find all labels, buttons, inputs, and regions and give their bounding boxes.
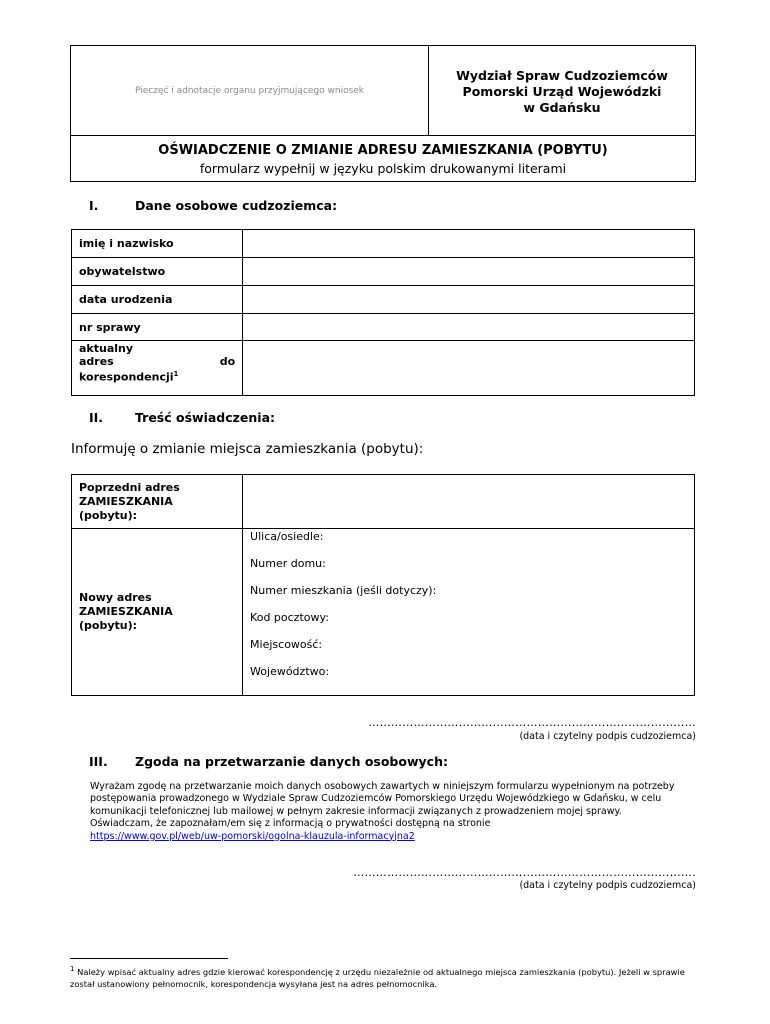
address-label-word-adres: adres [79,355,114,368]
address-table [71,474,695,696]
stamp-cell [71,46,429,136]
new-address-fields [243,529,695,696]
signature-caption: (data i czytelny podpis cudzoziemca) [519,731,696,742]
table-row [72,286,695,314]
change-statement: Informuję o zmianie miejsca zamieszkania (pobytu): [71,441,424,457]
street-field[interactable]: Ulica/osiedle: [250,530,324,543]
previous-address-label [72,475,243,529]
house-number-field[interactable]: Numer domu: [250,557,326,570]
consent-signature-caption: (data i czytelny podpis cudzoziemca) [519,880,696,891]
office-cell [429,46,695,136]
table-row [72,475,695,529]
previous-address-label-line-3: (pobytu): [79,508,138,522]
table-row [72,529,695,696]
table-row [72,314,695,341]
row-label-name: imię i nazwisko [72,230,243,258]
correspondence-address-field[interactable] [243,341,695,396]
office-line-3: w Gdańsku [523,100,601,115]
footnote-reference[interactable]: 1 [173,370,179,378]
footnote-divider [70,958,228,959]
privacy-policy-link[interactable]: https://www.gov.pl/web/uw-pomorski/ogolna-klauzula-informacyjna2 [90,830,415,842]
consent-text: Wyrażam zgodę na przetwarzanie moich danych osobowych zawartych w niniejszym formularzu wypełnionym na potrzeby postępowania prowadzonego w Wydziale Spraw Cudzoziemców Pomorskiego Urzędu Wojewódzkiego w Gdańsku, w celu komunikacji telefonicznej lub mailowej w pełnym zakresie informacji związanych z prowadzeniem mojej sprawy. Oświadczam, że zapoznałam/em się z informacją o prywatności dostępną na stronie [90,781,675,830]
postal-code-field[interactable]: Kod pocztowy: [250,611,329,624]
header-box [70,45,696,182]
section-2-heading [89,410,275,425]
previous-address-label-line-1: Poprzedni adres [79,480,180,494]
table-row [72,258,695,286]
personal-data-table [71,229,695,396]
footnote [70,963,696,990]
address-label-word-do: do [219,355,236,368]
section-3-number: III. [89,754,108,769]
city-field[interactable]: Miejscowość: [250,638,323,651]
new-address-label [72,529,243,696]
row-label-correspondence-address [72,341,243,396]
address-label-word-korespondencji: korespondencji [79,370,174,384]
row-label-birth-date: data urodzenia [72,286,243,314]
section-1-title: Dane osobowe cudzoziemca: [135,198,338,213]
section-3-title: Zgoda na przetwarzanie danych osobowych: [135,754,448,769]
address-label-line-3 [79,368,235,384]
citizenship-field[interactable] [243,258,695,286]
previous-address-label-line-2: ZAMIESZKANIA [79,494,173,508]
section-2-title: Treść oświadczenia: [135,410,276,425]
previous-address-field[interactable] [243,475,695,529]
table-row [72,230,695,258]
new-address-label-line-3: (pobytu): [79,619,138,632]
footnote-mark: 1 [70,965,75,973]
voivodeship-field[interactable]: Województwo: [250,665,330,678]
footnote-text: Należy wpisać aktualny adres gdzie kierować korespondencję z urzędu niezależnie od aktualnego miejsca zamieszkania (pobytu). Jeżeli w sprawie został ustanowiony pełnomocnik, korespondencja wysyłana jest na adres pełnomocnika. [70,966,685,989]
office-line-1: Wydział Spraw Cudzoziemców [456,68,668,83]
section-1-heading [89,198,337,213]
address-label-line-2 [79,355,235,368]
name-field[interactable] [243,230,695,258]
section-3-heading [89,754,448,769]
consent-paragraph [90,781,685,843]
apartment-number-field[interactable]: Numer mieszkania (jeśli dotyczy): [250,584,437,597]
new-address-label-line-2: ZAMIESZKANIA [79,605,173,618]
section-2-number: II. [89,410,104,425]
row-label-case-number: nr sprawy [72,314,243,341]
stamp-label: Pieczęć i adnotacje organu przyjmującego wniosek [134,86,365,96]
new-address-label-line-1: Nowy adres [79,591,152,604]
table-row [72,341,695,396]
birth-date-field[interactable] [243,286,695,314]
address-label-line-1: aktualny [79,342,134,355]
form-subtitle: formularz wypełnij w języku polskim drukowanymi literami [199,161,567,176]
form-title: OŚWIADCZENIE O ZMIANIE ADRESU ZAMIESZKANIA (POBYTU) [158,143,608,158]
office-name [429,68,695,116]
consent-signature-line[interactable]: ………………………………………………………………………………. [353,866,696,879]
section-1-number: I. [89,198,99,213]
signature-line[interactable]: …………………………………………………………………………… [368,716,696,729]
row-label-citizenship: obywatelstwo [72,258,243,286]
office-line-2: Pomorski Urząd Wojewódzki [462,84,662,99]
case-number-field[interactable] [243,314,695,341]
